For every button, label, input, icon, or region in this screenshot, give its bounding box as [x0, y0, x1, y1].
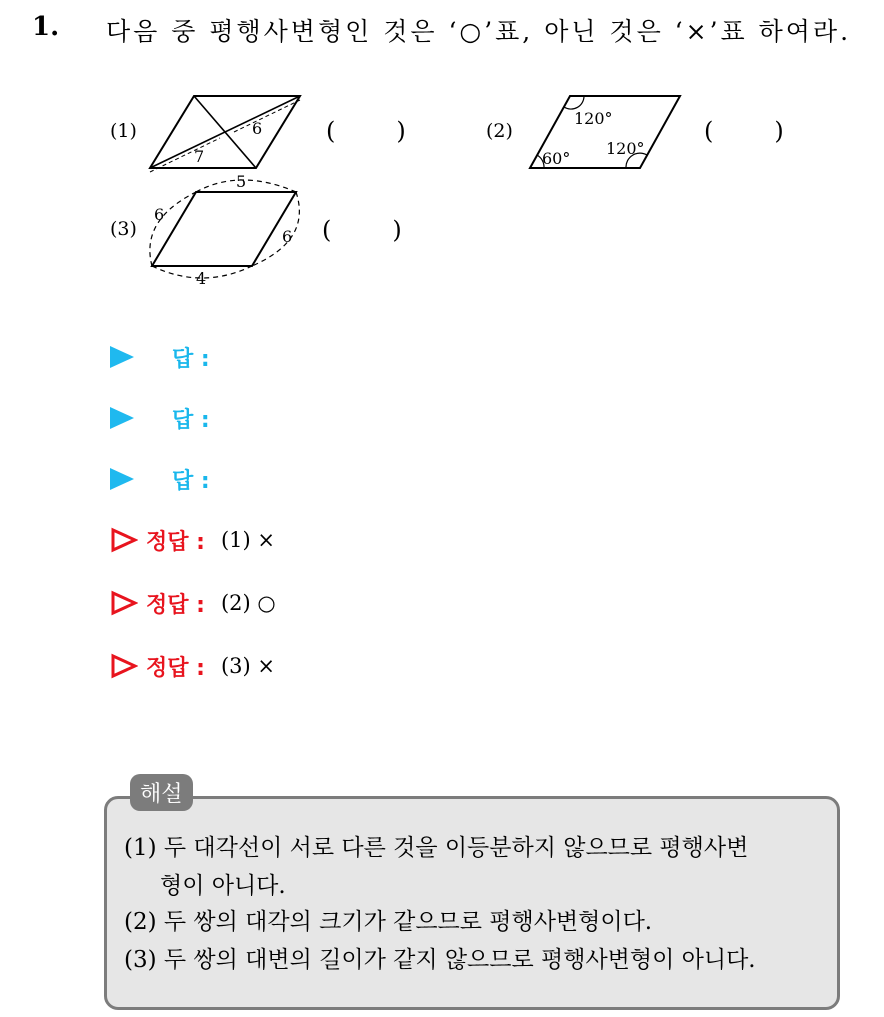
question-number: 1. — [32, 12, 60, 42]
correct-label: 정답 : — [146, 655, 205, 681]
play-triangle-icon — [110, 407, 134, 429]
outline-triangle-icon — [110, 527, 138, 553]
outline-triangle-icon — [110, 590, 138, 616]
play-triangle-icon — [110, 346, 134, 368]
explanation-line-3: (2) 두 쌍의 대각의 크기가 같으므로 평행사변형이다. — [124, 909, 653, 935]
answer-label: 답 : — [172, 468, 210, 494]
answer-row-2 — [110, 401, 210, 435]
item-2-label: (2) — [486, 120, 513, 142]
answer-row-1 — [110, 340, 210, 374]
item-3-answer-blank: ( ) — [322, 216, 402, 244]
outline-triangle-icon — [110, 653, 138, 679]
explanation-line-1: (1) 두 대각선이 서로 다른 것을 이등분하지 않으므로 평행사변 — [124, 835, 749, 861]
item-1-measure-6: 6 — [252, 119, 263, 138]
correct-value: (2) ○ — [220, 591, 276, 615]
item-2-measure-120-top: 120° — [574, 109, 613, 128]
item-3-measure-4: 4 — [196, 269, 207, 288]
answer-label: 답 : — [172, 407, 210, 433]
item-2-measure-120-bottom: 120° — [606, 139, 645, 158]
item-3-measure-6-left: 6 — [154, 205, 165, 224]
play-triangle-icon — [110, 468, 134, 490]
question-text: 다음 중 평행사변형인 것은 ‘○’표, 아닌 것은 ‘×’표 하여라. — [106, 17, 852, 46]
correct-row-3 — [110, 649, 275, 683]
item-3-measure-6-right: 6 — [282, 227, 293, 246]
item-2-answer-blank: ( ) — [704, 117, 784, 145]
item-1-label: (1) — [110, 120, 137, 142]
item-1-answer-blank: ( ) — [326, 117, 406, 145]
item-3-measure-5: 5 — [236, 172, 247, 191]
item-1-figure — [140, 90, 310, 174]
item-3-label: (3) — [110, 218, 137, 240]
correct-label: 정답 : — [146, 529, 205, 555]
item-3-figure — [140, 170, 310, 290]
correct-row-2 — [110, 586, 276, 620]
item-2-measure-60: 60° — [542, 149, 571, 168]
item-1-measure-7: 7 — [194, 147, 205, 166]
correct-label: 정답 : — [146, 592, 205, 618]
answer-row-3 — [110, 462, 210, 496]
correct-value: (3) × — [220, 654, 275, 678]
explanation-tag: 해설 — [130, 774, 193, 811]
explanation-line-2: 형이 아니다. — [160, 873, 286, 899]
correct-value: (1) × — [220, 528, 275, 552]
correct-row-1 — [110, 523, 275, 557]
explanation-line-4: (3) 두 쌍의 대변의 길이가 같지 않으므로 평행사변형이 아니다. — [124, 947, 756, 973]
item-2-figure — [526, 92, 686, 172]
answer-label: 답 : — [172, 346, 210, 372]
